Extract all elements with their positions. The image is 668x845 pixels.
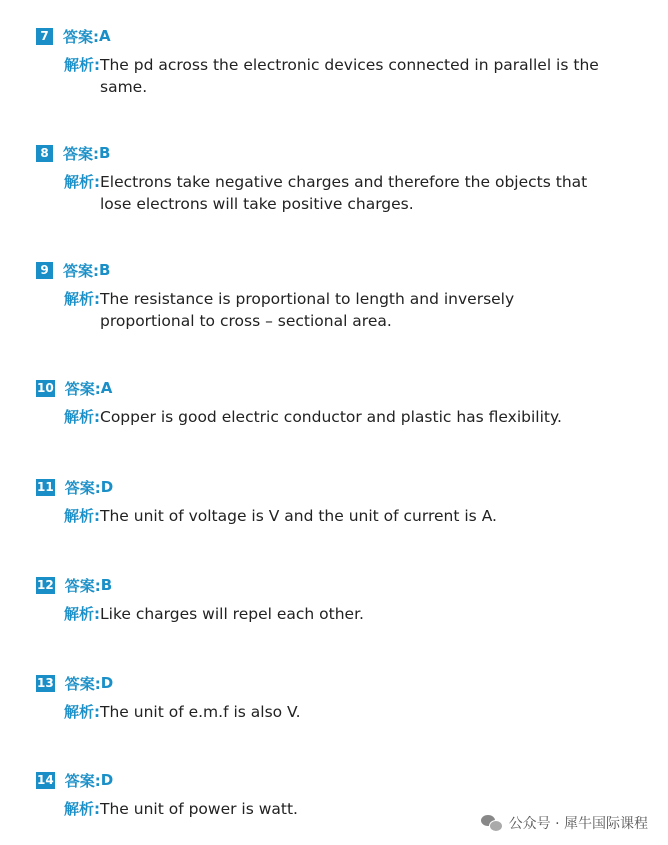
answer-value: D (100, 674, 114, 692)
answer-item-8 (36, 142, 636, 215)
analysis-label: 解析: (64, 290, 100, 308)
answer-row (36, 574, 636, 596)
watermark (481, 813, 648, 833)
question-number-badge: 9 (36, 262, 53, 279)
watermark-text: 公众号 · 犀牛国际课程 (508, 816, 648, 832)
answer-value: B (100, 576, 113, 594)
answer-row (36, 142, 636, 164)
answer-item-11 (36, 476, 636, 527)
question-number-badge: 7 (36, 28, 53, 45)
analysis-label: 解析: (64, 56, 100, 74)
answer-label: 答案: (64, 674, 101, 693)
question-number-badge: 11 (37, 479, 54, 494)
answer-value: B (99, 261, 111, 279)
answer-item-10 (36, 377, 636, 428)
analysis-row (36, 54, 636, 98)
answer-row (36, 476, 636, 498)
answer-value: A (99, 27, 111, 45)
analysis-text: Copper is good electric conductor and plastic has flexibility. (100, 408, 562, 426)
question-number-badge: 8 (36, 145, 53, 162)
answer-value: D (100, 478, 114, 496)
analysis-text: The pd across the electronic devices connected in parallel is the same. (100, 56, 599, 96)
analysis-label: 解析: (64, 173, 100, 191)
answer-label: 答案: (63, 27, 99, 46)
answer-item-7 (36, 25, 636, 98)
analysis-row (36, 603, 636, 625)
answer-label: 答案: (64, 771, 101, 790)
analysis-label: 解析: (64, 703, 100, 721)
analysis-row (36, 171, 636, 215)
question-number-badge: 12 (37, 577, 54, 592)
analysis-label: 解析: (64, 605, 100, 623)
analysis-label: 解析: (64, 800, 100, 818)
answer-label: 答案: (64, 478, 101, 497)
answer-label: 答案: (64, 379, 101, 398)
answer-row (36, 377, 636, 399)
answer-value: D (100, 771, 114, 789)
analysis-text: The unit of e.m.f is also V. (100, 703, 301, 721)
analysis-row (36, 505, 636, 527)
answer-item-12 (36, 574, 636, 625)
analysis-text: Like charges will repel each other. (100, 605, 364, 623)
wechat-icon (481, 815, 503, 831)
question-number-badge: 14 (37, 772, 54, 787)
answer-item-9 (36, 259, 636, 332)
answer-row (36, 769, 636, 791)
analysis-text: The resistance is proportional to length and inversely proportional to cross – sectional area. (100, 290, 515, 330)
analysis-label: 解析: (64, 507, 100, 525)
analysis-text: The unit of power is watt. (100, 800, 298, 818)
analysis-row (36, 288, 636, 332)
answer-value: B (99, 144, 111, 162)
answer-item-13 (36, 672, 636, 723)
answer-label: 答案: (64, 576, 101, 595)
answer-row (36, 25, 636, 47)
analysis-text: Electrons take negative charges and therefore the objects that lose electrons will take positive charges. (100, 173, 588, 213)
answer-row (36, 259, 636, 281)
analysis-label: 解析: (64, 408, 100, 426)
answer-value: A (100, 379, 113, 397)
analysis-row (36, 406, 636, 428)
analysis-text: The unit of voltage is V and the unit of current is A. (100, 507, 497, 525)
answer-label: 答案: (63, 144, 99, 163)
analysis-row (36, 701, 636, 723)
answer-row (36, 672, 636, 694)
question-number-badge: 10 (37, 380, 54, 395)
question-number-badge: 13 (37, 675, 54, 690)
answer-label: 答案: (63, 261, 99, 280)
